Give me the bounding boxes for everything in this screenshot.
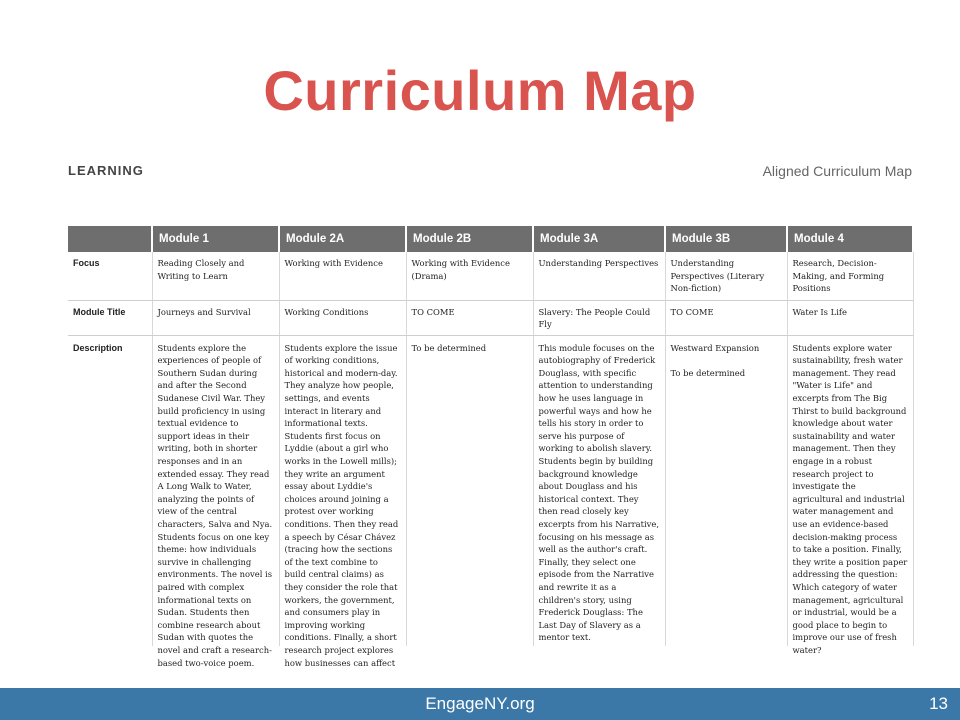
table-header-row: [68, 226, 913, 252]
table-cell: TO COME: [665, 300, 787, 335]
table-cell: Reading Closely and Writing to Learn: [152, 252, 279, 300]
column-header-module-1: Module 1: [152, 226, 279, 252]
table-cell: Water Is Life: [787, 300, 913, 335]
column-header-module-2a: Module 2A: [279, 226, 406, 252]
table-cell: Understanding Perspectives: [533, 252, 665, 300]
table-cell: [406, 335, 533, 646]
page-number: 13: [929, 694, 948, 713]
column-header-module-2b: Module 2B: [406, 226, 533, 252]
table-cell: Working with Evidence (Drama): [406, 252, 533, 300]
table-cell: Understanding Perspectives (Literary Non-fiction): [665, 252, 787, 300]
description-text: This module focuses on the autobiography of Frederick Douglass, with specific attention to understanding how he uses language in powerful ways and how he tells his story in order to serve his purpose of working to abolish slavery. Students begin by building background knowledge about Douglass and his historical context. They then read closely key excerpts from his Narrative, focusing on his message as well as the author's craft. Finally, they select one episode from the Narrative and rewrite it as a children's story, using Frederick Douglass: The Last Day of Slavery as a mentor text.: [538, 342, 660, 643]
table-cell: [279, 335, 406, 668]
table-cell: [665, 335, 787, 646]
document-header-right: Aligned Curriculum Map: [762, 163, 912, 179]
curriculum-map-table: [68, 226, 914, 668]
description-text: To be determined: [411, 342, 487, 353]
table-cell: [787, 335, 913, 655]
row-label: Focus: [68, 252, 152, 300]
table-cell: [533, 335, 665, 646]
table-row-description: [68, 335, 913, 646]
description-text: Students explore the issue of working conditions, historical and modern-day. They analyze how people, settings, and events interact in literary and informational texts. Students first focus on Lyddie (about a girl who works in the Lowell mills); they write an argument essay about Lyddie's choices around joining a protest over working conditions. Then they read a speech by César Chávez (tracing how the sections of the text combine to build central claims) as they consider the role that workers, the government, and consumers play in improving working conditions. Finally, a short research project explores how businesses can affect: [284, 342, 399, 668]
column-header-module-3b: Module 3B: [665, 226, 787, 252]
description-text: Westward Expansion To be determined: [670, 342, 760, 378]
document-header-left: LEARNING: [68, 163, 144, 178]
slide-title: Curriculum Map: [263, 59, 697, 122]
table-cell: Working with Evidence: [279, 252, 406, 300]
table-row-focus: [68, 252, 913, 300]
table-cell: Journeys and Survival: [152, 300, 279, 335]
table-cell: [152, 335, 279, 668]
footer-url[interactable]: EngageNY.org: [425, 694, 535, 713]
table-cell: Research, Decision-Making, and Forming Positions: [787, 252, 913, 300]
row-label: Description: [68, 335, 152, 646]
description-text: Students explore water sustainability, fresh water management. They read "Water is Life" and excerpts from The Big Thirst to build background knowledge about water sustainability and water management. Then they engage in a robust research project to investigate the agricultural and industrial water management and use an evidence-based decision-making process to take a position. Finally, they write a position paper addressing the question: Which category of water management, agricultural or industrial, would be a good place to begin to improve our use of fresh water?: [792, 342, 908, 655]
column-header: [68, 226, 152, 252]
column-header-module-3a: Module 3A: [533, 226, 665, 252]
table-cell: TO COME: [406, 300, 533, 335]
table-row-module-title: [68, 300, 913, 335]
table-cell: Slavery: The People Could Fly: [533, 300, 665, 335]
footer-bar: [0, 688, 960, 720]
row-label: Module Title: [68, 300, 152, 335]
description-text: Students explore the experiences of people of Southern Sudan during and after the Second Sudanese Civil War. They build proficiency in using textual evidence to support ideas in their writing, both in shorter responses and in an extended essay. They read A Long Walk to Water, analyzing the points of view of the central characters, Salva and Nya. Students focus on one key theme: how individuals survive in challenging environments. The novel is paired with complex informational texts on Sudan. Students then combine research about Sudan with quotes the novel and craft a research- based two-voice poem.: [157, 342, 273, 668]
column-header-module-4: Module 4: [787, 226, 913, 252]
table-cell: Working Conditions: [279, 300, 406, 335]
